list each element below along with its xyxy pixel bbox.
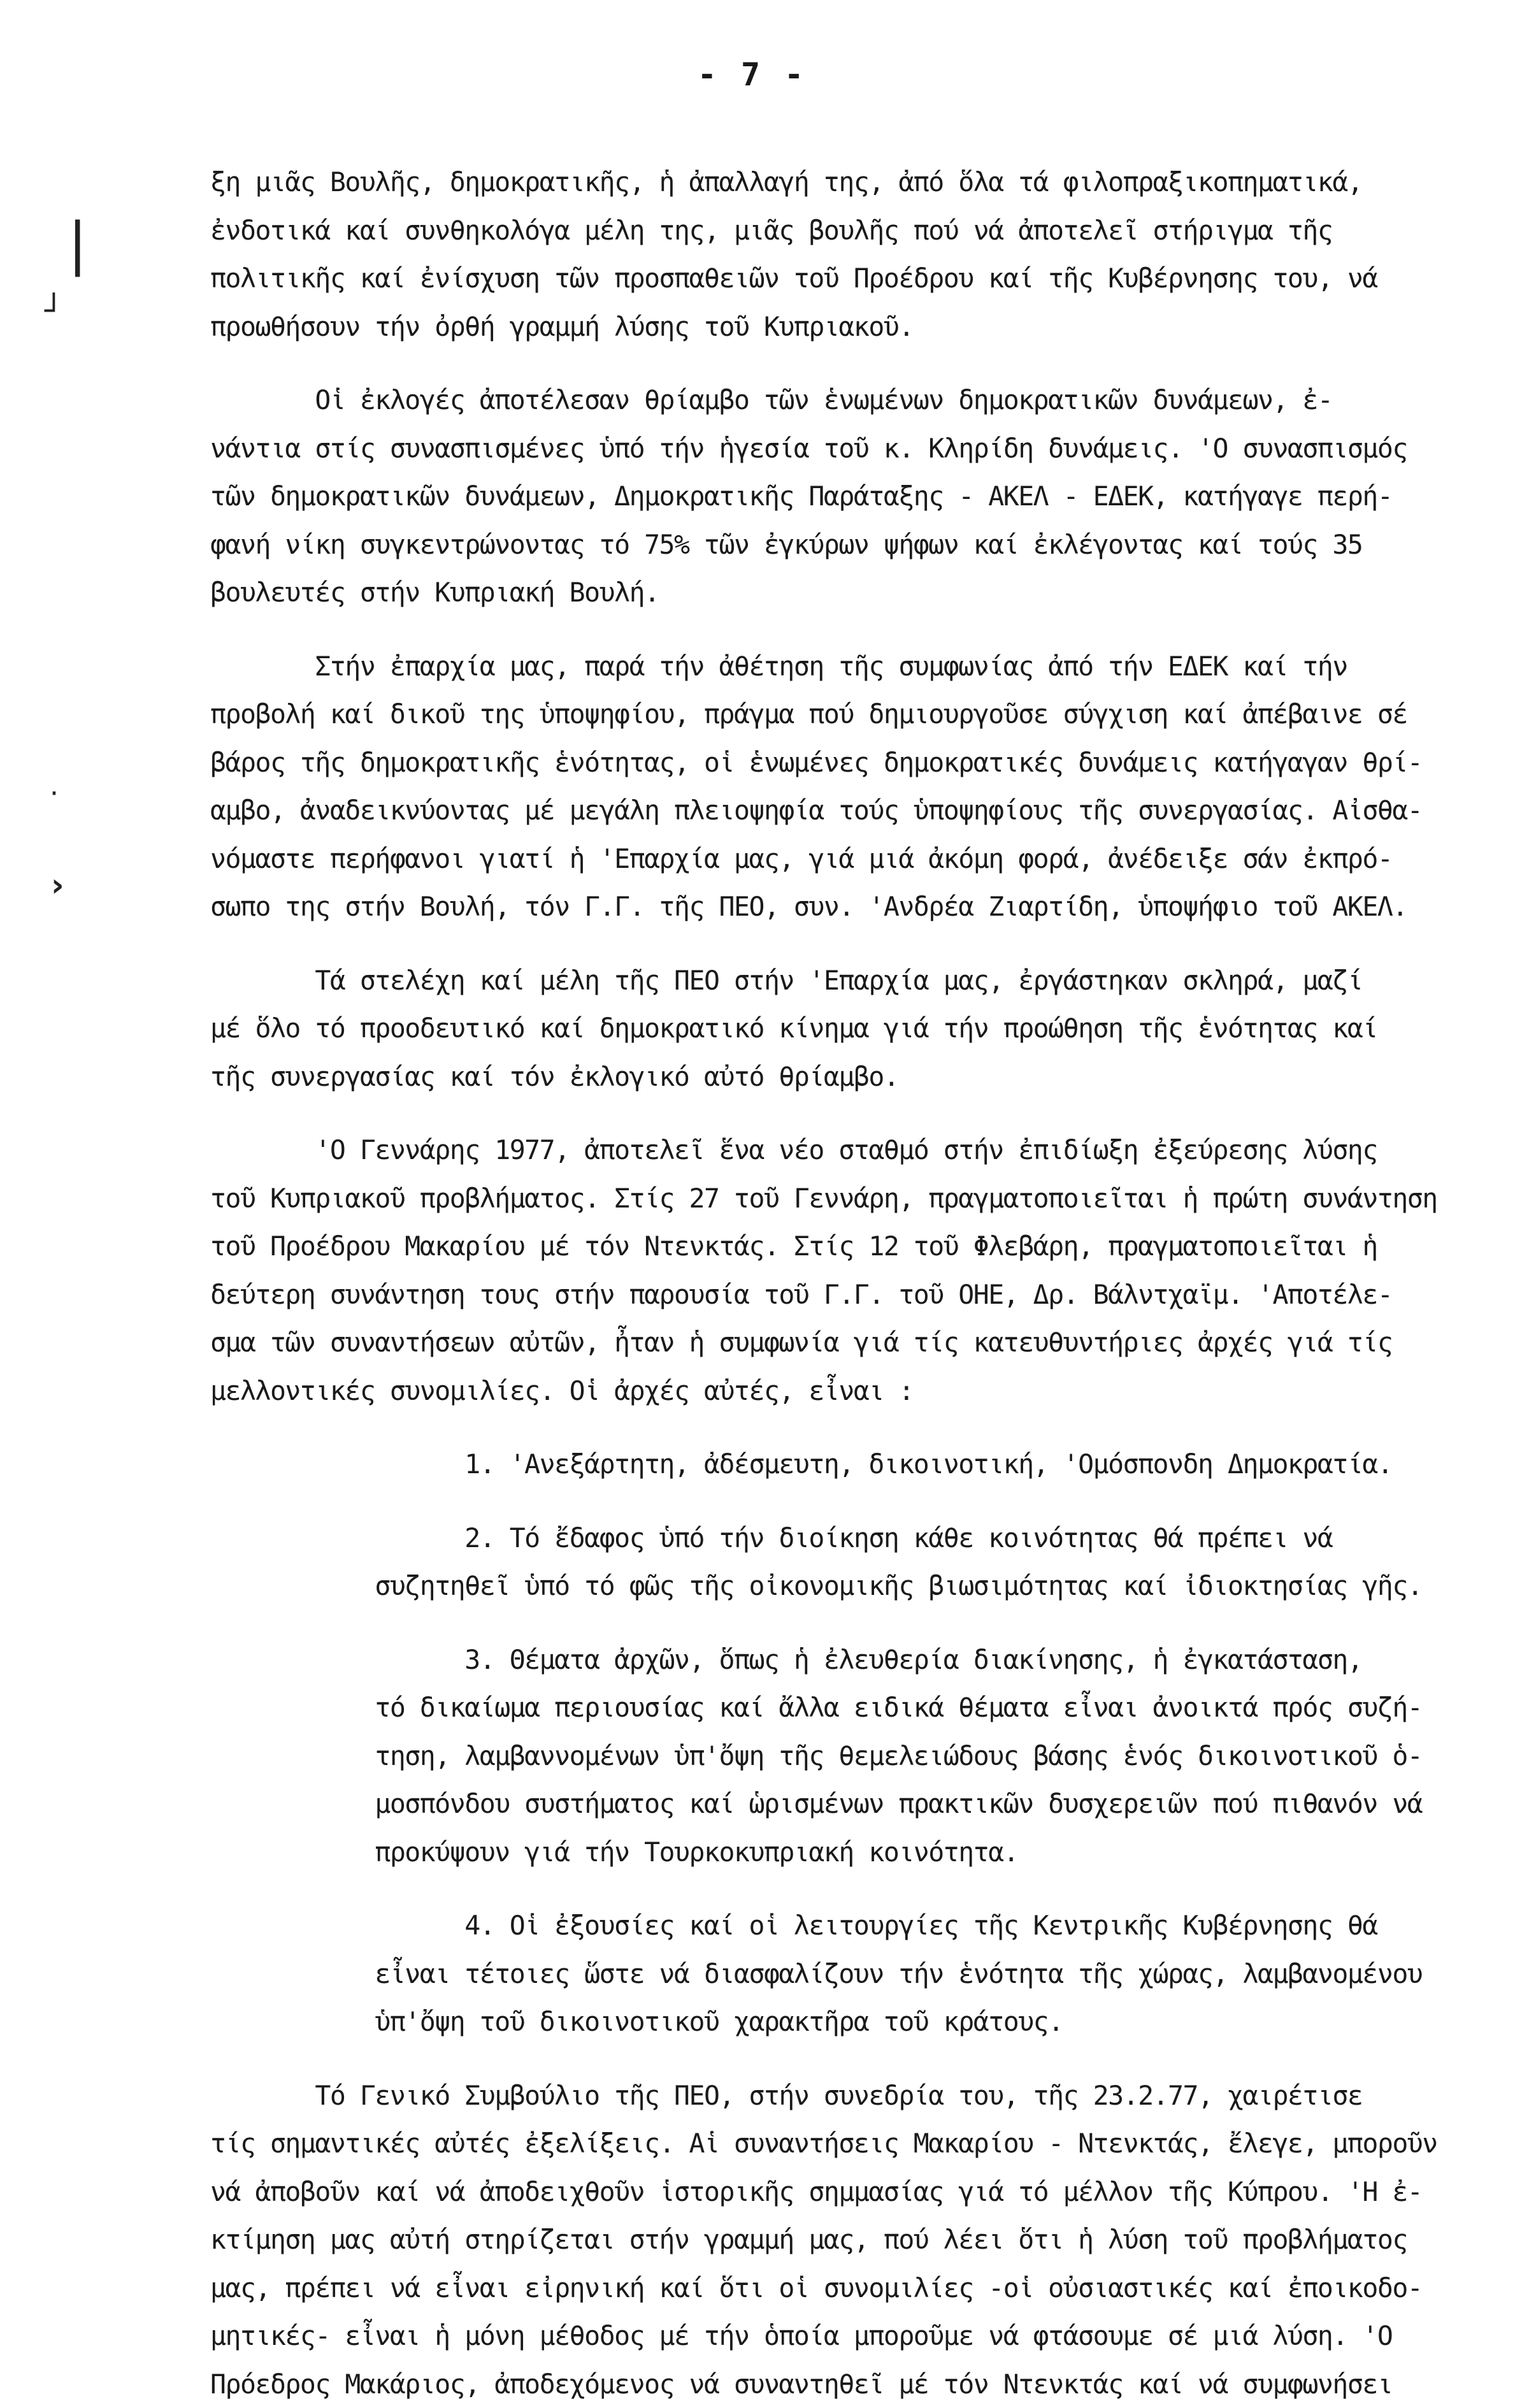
paragraph	[210, 376, 1491, 617]
margin-mark: ❘	[54, 210, 101, 277]
text-line: Πρόεδρος Μακάριος, ἀποδεχόμενος νά συναντηθεῖ μέ τόν Ντενκτάς καί νά συμφωνήσει	[210, 2360, 1491, 2408]
text-line: μητικές- εἶναι ἡ μόνη μέθοδος μέ τήν ὁποία μποροῦμε νά φτάσουμε σέ μιά λύση. 'Ο	[210, 2312, 1491, 2360]
paragraph-gap	[210, 1415, 1491, 1440]
text-line: τίς σημαντικές αὐτές ἐξελίξεις. Αἱ συναντήσεις Μακαρίου - Ντενκτάς, ἔλεγε, μποροῦν	[210, 2119, 1491, 2168]
paragraph-gap	[210, 1876, 1491, 1901]
text-line: ὑπ'ὄψη τοῦ δικοινοτικοῦ χαρακτῆρα τοῦ κράτους.	[210, 1998, 1491, 2046]
text-line: σμα τῶν συναντήσεων αὐτῶν, ἦταν ἡ συμφωνία γιά τίς κατευθυντήριες ἀρχές γιά τίς	[210, 1318, 1491, 1367]
text-line: 1. 'Ανεξάρτητη, ἀδέσμευτη, δικοινοτική, 'Ομόσπονδη Δημοκρατία.	[210, 1440, 1491, 1489]
text-line: Τό Γενικό Συμβούλιο τῆς ΠΕΟ, στήν συνεδρία του, τῆς 23.2.77, χαιρέτισε	[210, 2072, 1491, 2120]
text-line: 4. Οἱ ἐξουσίες καί οἱ λειτουργίες τῆς Κεντρικῆς Κυβέρνησης θά	[210, 1901, 1491, 1950]
margin-mark: ·	[50, 777, 59, 810]
paragraph-gap	[210, 1489, 1491, 1514]
paragraph	[210, 158, 1491, 350]
paragraph	[210, 1901, 1491, 2046]
text-line: βάρος τῆς δημοκρατικῆς ἑνότητας, οἱ ἑνωμένες δημοκρατικές δυνάμεις κατήγαγαν θρί-	[210, 739, 1491, 787]
paragraph-gap	[210, 931, 1491, 956]
text-line: Τά στελέχη καί μέλη τῆς ΠΕΟ στήν 'Επαρχία μας, ἐργάστηκαν σκληρά, μαζί	[210, 956, 1491, 1005]
paragraph-gap	[210, 1100, 1491, 1126]
text-line: τῶν δημοκρατικῶν δυνάμεων, Δημοκρατικῆς Παράταξης - ΑΚΕΛ - ΕΔΕΚ, κατήγαγε περή-	[210, 472, 1491, 521]
text-line: τοῦ Κυπριακοῦ προβλήματος. Στίς 27 τοῦ Γεννάρη, πραγματοποιεῖται ἡ πρώτη συνάντηση	[210, 1174, 1491, 1223]
text-line: σωπο της στήν Βουλή, τόν Γ.Γ. τῆς ΠΕΟ, συν. 'Ανδρέα Ζιαρτίδη, ὑποψήφιο τοῦ ΑΚΕΛ.	[210, 883, 1491, 931]
paragraph	[210, 1126, 1491, 1415]
text-line: μέ ὅλο τό προοδευτικό καί δημοκρατικό κίνημα γιά τήν προώθηση τῆς ἑνότητας καί	[210, 1004, 1491, 1053]
paragraph-gap	[210, 350, 1491, 376]
text-line: κτίμηση μας αὐτή στηρίζεται στήν γραμμή μας, πού λέει ὅτι ἡ λύση τοῦ προβλήματος	[210, 2216, 1491, 2264]
text-line: εἶναι τέτοιες ὥστε νά διασφαλίζουν τήν ἑνότητα τῆς χώρας, λαμβανομένου	[210, 1950, 1491, 1998]
paragraph	[210, 1440, 1491, 1489]
text-line: 2. Τό ἔδαφος ὑπό τήν διοίκηση κάθε κοινότητας θά πρέπει νά	[210, 1514, 1491, 1562]
paragraph	[210, 956, 1491, 1101]
margin-mark: ┘	[45, 293, 63, 329]
text-line: νάντια στίς συνασπισμένες ὑπό τήν ἡγεσία τοῦ κ. Κληρίδη δυνάμεις. 'Ο συνασπισμός	[210, 424, 1491, 473]
text-line: προκύψουν γιά τήν Τουρκοκυπριακή κοινότητα.	[210, 1828, 1491, 1877]
text-line: 'Ο Γεννάρης 1977, ἀποτελεῖ ἕνα νέο σταθμό στήν ἐπιδίωξη ἐξεύρεσης λύσης	[210, 1126, 1491, 1174]
paragraph	[210, 1514, 1491, 1610]
text-line: αμβο, ἀναδεικνύοντας μέ μεγάλη πλειοψηφία τούς ὑποψηφίους τῆς συνεργασίας. Αἰσθα-	[210, 786, 1491, 835]
text-line: φανή νίκη συγκεντρώνοντας τό 75% τῶν ἐγκύρων ψήφων καί ἐκλέγοντας καί τούς 35	[210, 521, 1491, 569]
text-line: τοῦ Προέδρου Μακαρίου μέ τόν Ντενκτάς. Στίς 12 τοῦ Φλεβάρη, πραγματοποιεῖται ἡ	[210, 1222, 1491, 1271]
text-line: δεύτερη συνάντηση τους στήν παρουσία τοῦ Γ.Γ. τοῦ ΟΗΕ, Δρ. Βάλντχαϊμ. 'Αποτέλε-	[210, 1271, 1491, 1319]
paragraph	[210, 642, 1491, 931]
paragraph-gap	[210, 1610, 1491, 1636]
text-line: ἐνδοτικά καί συνθηκολόγα μέλη της, μιᾶς βουλῆς πού νά ἀποτελεῖ στήριγμα τῆς	[210, 206, 1491, 255]
text-line: 3. Θέματα ἀρχῶν, ὅπως ἡ ἐλευθερία διακίνησης, ἡ ἐγκατάσταση,	[210, 1636, 1491, 1684]
text-line: προβολή καί δικοῦ της ὑποψηφίου, πράγμα πού δημιουργοῦσε σύγχιση καί ἀπέβαινε σέ	[210, 690, 1491, 739]
text-line: πολιτικῆς καί ἐνίσχυση τῶν προσπαθειῶν τοῦ Προέδρου καί τῆς Κυβέρνησης του, νά	[210, 254, 1491, 303]
text-line: νόμαστε περήφανοι γιατί ἡ 'Επαρχία μας, γιά μιά ἀκόμη φορά, ἀνέδειξε σάν ἐκπρό-	[210, 835, 1491, 883]
text-line: Οἱ ἐκλογές ἀπoτέλεσαν θρίαμβο τῶν ἑνωμένων δημοκρατικῶν δυνάμεων, ἐ-	[210, 376, 1491, 424]
text-line: μοσπόνδου συστήματος καί ὡρισμένων πρακτικῶν δυσχερειῶν πού πιθανόν νά	[210, 1780, 1491, 1828]
text-line: μελλοντικές συνομιλίες. Οἱ ἀρχές αὐτές, εἶναι :	[210, 1367, 1491, 1415]
text-line: τῆς συνεργασίας καί τόν ἐκλογικό αὐτό θρίαμβο.	[210, 1053, 1491, 1101]
text-line: Στήν ἐπαρχία μας, παρά τήν ἀθέτηση τῆς συμφωνίας ἀπό τήν ΕΔΕΚ καί τήν	[210, 642, 1491, 691]
text-line: βουλευτές στήν Κυπριακή Βουλή.	[210, 568, 1491, 617]
paragraph	[210, 2072, 1491, 2408]
text-line: νά ἀποβοῦν καί νά ἀποδειχθοῦν ἱστορικῆς σημμασίας γιά τό μέλλον τῆς Κύπρου. 'Η ἐ-	[210, 2168, 1491, 2216]
text-line: προωθήσουν τήν ὀρθή γραμμή λύσης τοῦ Κυπριακοῦ.	[210, 303, 1491, 351]
text-line: μας, πρέπει νά εἶναι εἰρηνική καί ὅτι οἱ συνομιλίες -οἱ οὐσιαστικές καί ἐποικοδο-	[210, 2264, 1491, 2312]
body-text	[210, 158, 1491, 2408]
paragraph-gap	[210, 617, 1491, 642]
paragraph-gap	[210, 2046, 1491, 2072]
text-line: ξη μιᾶς Βουλῆς, δημοκρατικῆς, ἡ ἀπαλλαγή της, ἀπό ὅλα τά φιλοπραξικοπηματικά,	[210, 158, 1491, 206]
paragraph	[210, 1636, 1491, 1877]
margin-mark: ›	[51, 867, 64, 904]
page-number: - 7 -	[688, 56, 815, 93]
text-line: συζητηθεῖ ὑπό τό φῶς τῆς οἰκονομικῆς βιωσιμότητας καί ἰδιοκτησίας γῆς.	[210, 1562, 1491, 1610]
text-line: τό δικαίωμα περιουσίας καί ἄλλα ειδικά θέματα εἶναι ἀνοικτά πρός συζή-	[210, 1683, 1491, 1732]
text-line: τηση, λαμβαννομένων ὑπ'ὄψη τῆς θεμελειώδους βάσης ἑνός δικοινοτικοῦ ὁ-	[210, 1732, 1491, 1780]
